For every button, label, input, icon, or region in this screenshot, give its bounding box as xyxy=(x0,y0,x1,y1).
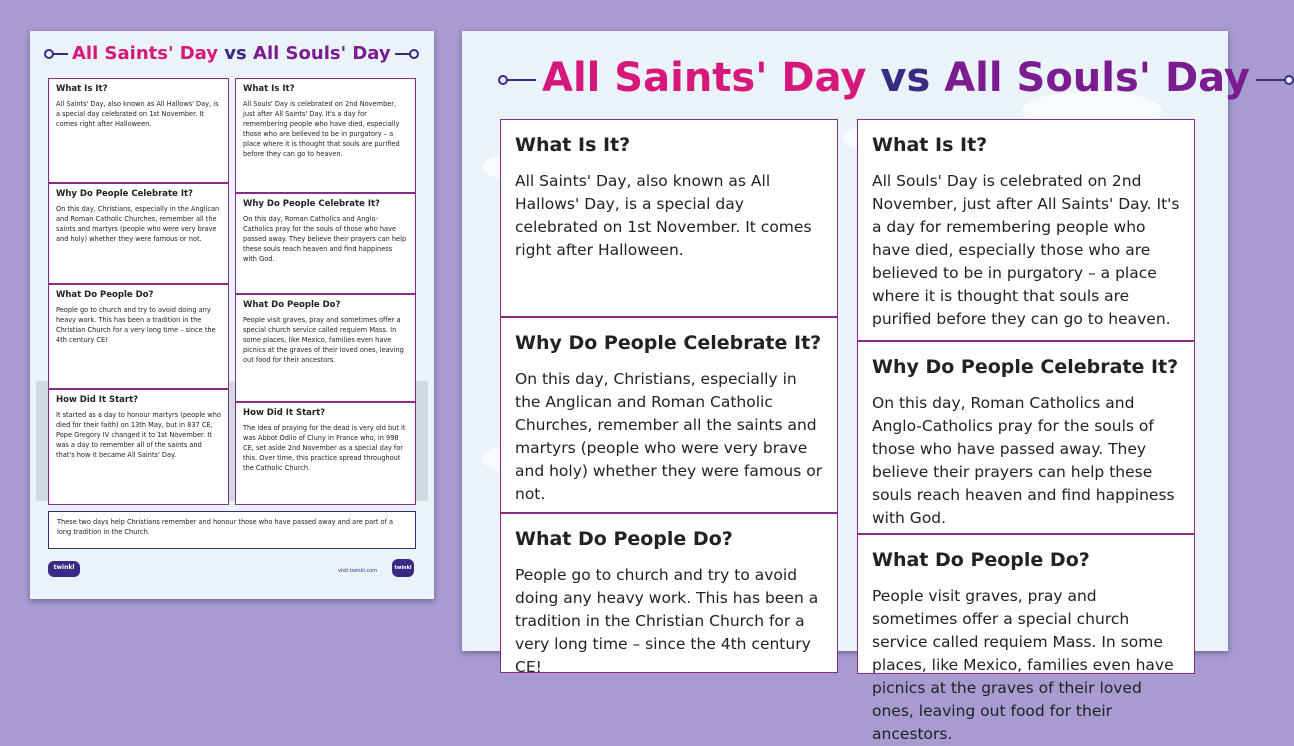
title-line-right xyxy=(395,53,411,55)
card-heading: What Is It? xyxy=(243,84,295,94)
saints-why-card xyxy=(500,317,838,513)
card-text: People go to church and try to avoid doing any heavy work. This has been a tradition in the Christian Church for a very long time – since the 4th century CE! xyxy=(56,306,216,344)
souls-do-card xyxy=(857,534,1195,743)
card-heading: Why Do People Celebrate It? xyxy=(872,356,1179,378)
card-text: It started as a day to honour martyrs (people who died for their faith) on 13th May, but in 837 CE, Pope Gregory IV changed it to 1st November. It was a day to remember all of the saints and that's how it became All Saints' Day. xyxy=(56,411,221,459)
card-heading: What Do People Do? xyxy=(56,290,154,300)
card-text: People go to church and try to avoid doing any heavy work. This has been a tradition in the Christian Church for a very long time – since the 4th century CE! xyxy=(515,566,819,676)
souls-what-card xyxy=(857,119,1195,341)
card-heading: How Did It Start? xyxy=(243,408,326,418)
card-text: On this day, Roman Catholics and Anglo-Catholics pray for the souls of those who have passed away. They believe their prayers can help these souls reach heaven and find happiness with God. xyxy=(243,215,407,263)
card-heading: Why Do People Celebrate It? xyxy=(515,332,822,354)
zoomed-sheet[interactable] xyxy=(462,31,1251,743)
souls-start-card xyxy=(235,402,416,505)
card-heading: Why Do People Celebrate It? xyxy=(56,189,193,199)
card-text: The idea of praying for the dead is very old but it was Abbot Odilo of Cluny in France who, in 998 CE, set aside 2nd November as a special day for this. Over time, this practice spread throughout the Catholic Church. xyxy=(243,424,406,472)
twinkl-badge[interactable]: twinkl xyxy=(392,559,414,577)
preview-title: All Saints' Day vs All Souls' Day xyxy=(48,43,415,64)
title-line-left xyxy=(506,79,536,81)
preview-sheet[interactable] xyxy=(30,31,434,599)
card-text: People visit graves, pray and sometimes offer a special church service called requiem Mass. In some places, like Mexico, families even have picnics at the graves of their loved ones, leaving out food for their ancestors. xyxy=(243,316,404,364)
title-line-right xyxy=(1256,79,1286,81)
saints-what-card xyxy=(500,119,838,317)
card-heading: What Do People Do? xyxy=(872,549,1090,571)
page-title: All Saints' Day vs All Souls' Day xyxy=(500,55,1292,101)
saints-start-card xyxy=(48,389,229,505)
card-text: All Souls' Day is celebrated on 2nd November, just after All Saints' Day. It's a day for remembering people who have died, especially those who are believed to be in purgatory – a place where it is thought that souls are purified before they can go to heaven. xyxy=(243,100,400,158)
saints-do-card xyxy=(48,284,229,389)
card-heading: Why Do People Celebrate It? xyxy=(243,199,380,209)
card-heading: How Did It Start? xyxy=(56,395,139,405)
card-heading: What Is It? xyxy=(515,134,631,156)
card-text: On this day, Roman Catholics and Anglo-Catholics pray for the souls of those who have passed away. They believe their prayers can help these souls reach heaven and find happiness with God. xyxy=(872,394,1175,527)
card-text: On this day, Christians, especially in the Anglican and Roman Catholic Churches, remember all the saints and martyrs (people who were very brave and holy) whether they were famous or not. xyxy=(515,370,823,503)
card-heading: What Is It? xyxy=(56,84,108,94)
saints-why-card xyxy=(48,183,229,284)
twinkl-logo[interactable]: twinkl xyxy=(48,561,80,577)
card-heading: What Do People Do? xyxy=(243,300,341,310)
site-link[interactable]: visit twinkl.com xyxy=(338,568,378,574)
souls-why-card xyxy=(235,193,416,294)
card-text: All Saints' Day, also known as All Hallows' Day, is a special day celebrated on 1st November. It comes right after Halloween. xyxy=(56,100,219,128)
title-line-left xyxy=(52,53,68,55)
card-heading: What Is It? xyxy=(872,134,988,156)
saints-what-card xyxy=(48,78,229,183)
saints-do-card xyxy=(500,513,838,676)
card-heading: What Do People Do? xyxy=(515,528,733,550)
souls-why-card xyxy=(857,341,1195,534)
card-text: All Souls' Day is celebrated on 2nd November, just after All Saints' Day. It's a day for remembering people who have died, especially those who are believed to be in purgatory – a place where it is thought that souls are purified before they can go to heaven. xyxy=(872,172,1180,328)
card-text: All Saints' Day, also known as All Hallows' Day, is a special day celebrated on 1st November. It comes right after Halloween. xyxy=(515,172,812,259)
souls-do-card xyxy=(235,294,416,402)
card-text: People visit graves, pray and sometimes offer a special church service called requiem Mass. In some places, like Mexico, families even have picnics at the graves of their loved ones, leaving out food for their ancestors. xyxy=(872,587,1174,743)
souls-what-card xyxy=(235,78,416,193)
summary-box: These two days help Christians remember and honour those who have passed away and are part of a long tradition in the Church. xyxy=(48,511,416,549)
card-text: On this day, Christians, especially in the Anglican and Roman Catholic Churches, remember all the saints and martyrs (people who were very brave and holy) whether they were famous or not. xyxy=(56,205,220,243)
